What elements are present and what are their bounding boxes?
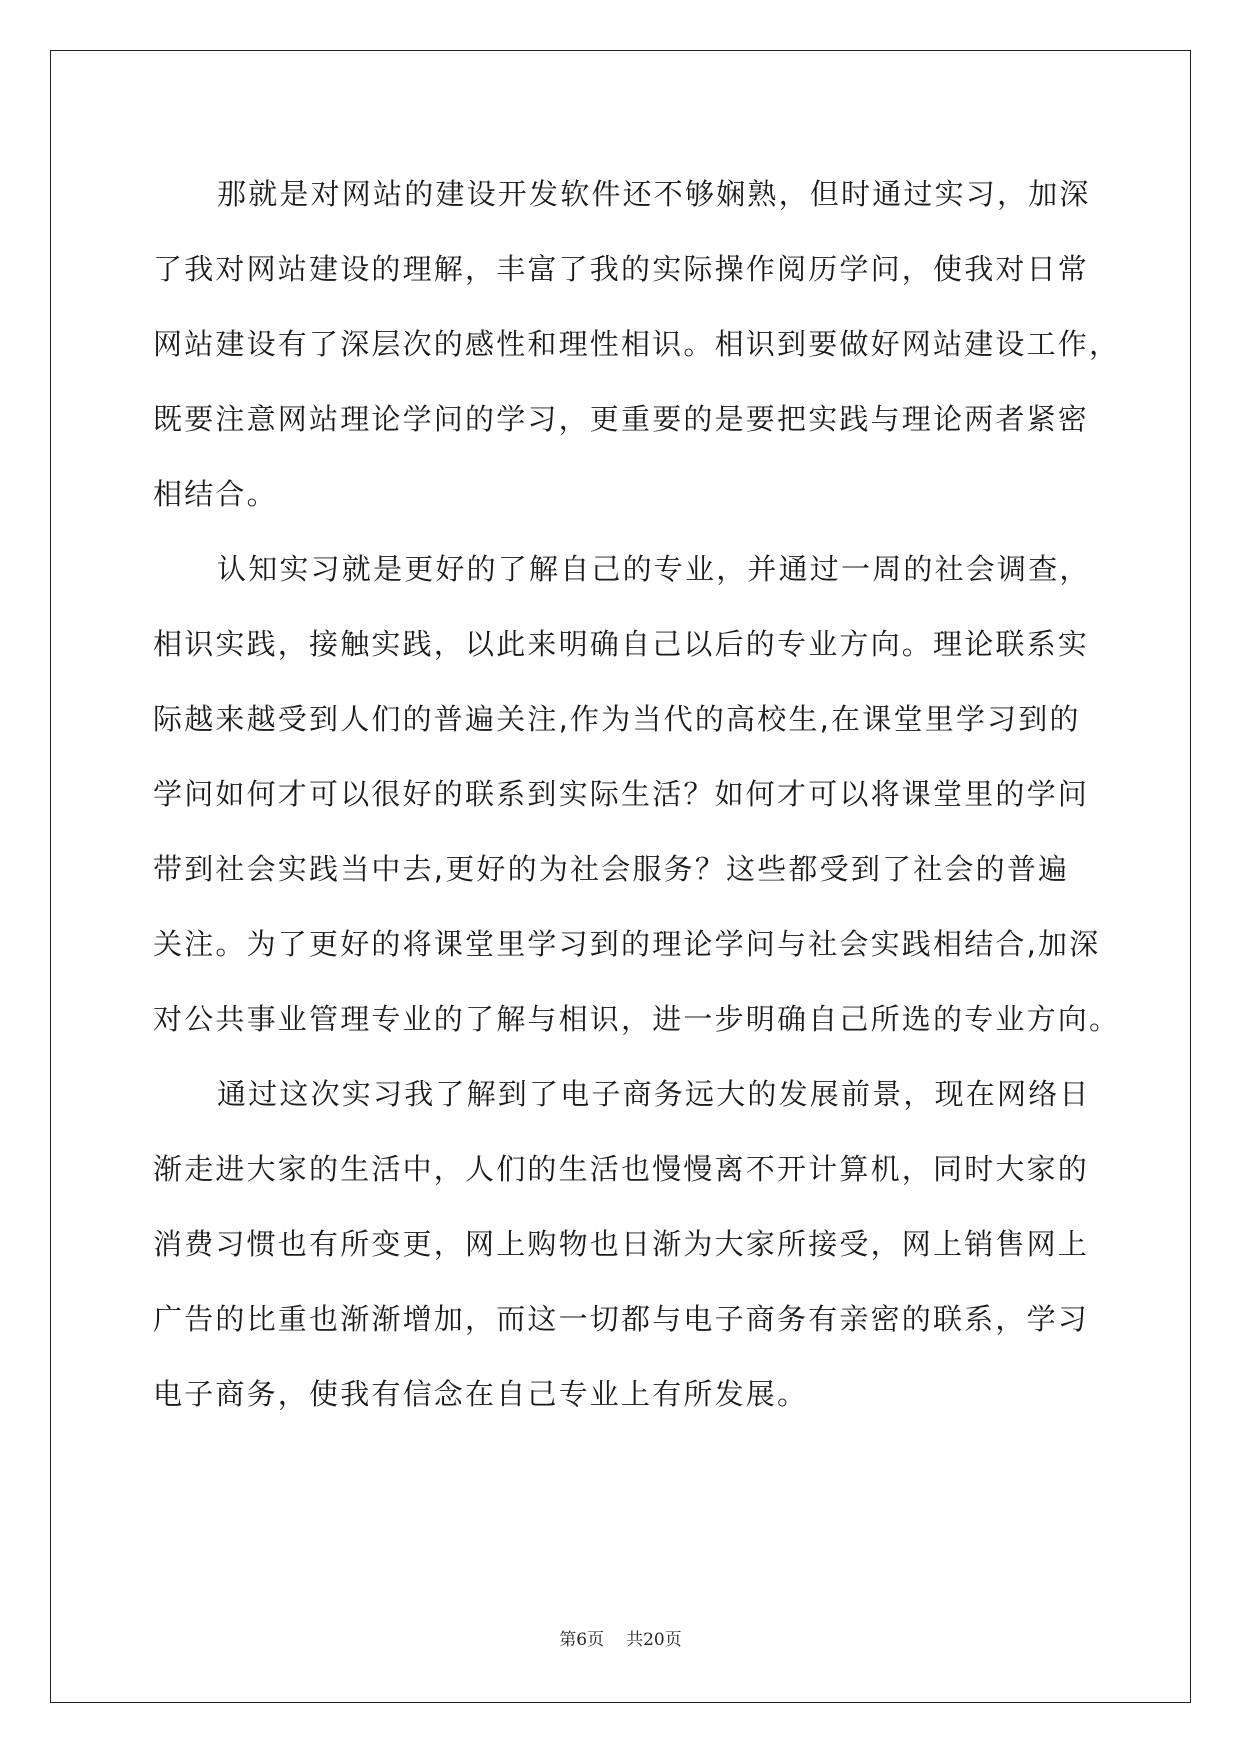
page-number: 第6页 <box>559 1630 605 1650</box>
paragraph-1-line-3: 网站建设有了深层次的感性和理性相识。相识到要做好网站建设工作， <box>153 327 1121 361</box>
paragraph-1-line-2: 了我对网站建设的理解，丰富了我的实际操作阅历学问，使我对日常 <box>153 252 1090 286</box>
document-body <box>153 157 1121 1432</box>
paragraph-2-line-1: 认知实习就是更好的了解自己的专业，并通过一周的社会调查， <box>217 552 1091 586</box>
page-footer <box>0 1625 1241 1650</box>
paragraph-3-line-4: 广告的比重也渐渐增加，而这一切都与电子商务有亲密的联系，学习 <box>153 1302 1090 1336</box>
paragraph-3-line-3: 消费习惯也有所变更，网上购物也日渐为大家所接受，网上销售网上 <box>153 1227 1090 1261</box>
paragraph-2-line-2: 相识实践，接触实践，以此来明确自己以后的专业方向。理论联系实 <box>153 627 1090 661</box>
paragraph-3-line-5: 电子商务，使我有信念在自己专业上有所发展。 <box>153 1377 809 1411</box>
paragraph-2-line-7: 对公共事业管理专业的了解与相识，进一步明确自己所选的专业方向。 <box>153 1002 1121 1036</box>
paragraph-2-line-5: 带到社会实践当中去,更好的为社会服务？这些都受到了社会的普遍 <box>153 852 1070 886</box>
paragraph-2-line-4: 学问如何才可以很好的联系到实际生活？如何才可以将课堂里的学问 <box>153 777 1090 811</box>
paragraph-2-line-3: 际越来越受到人们的普遍关注,作为当代的高校生,在课堂里学习到的 <box>153 702 1081 736</box>
paragraph-1-line-1: 那就是对网站的建设开发软件还不够娴熟，但时通过实习，加深 <box>217 177 1091 211</box>
page-total: 共20页 <box>626 1630 682 1650</box>
paragraph-1-line-4: 既要注意网站理论学问的学习，更重要的是要把实践与理论两者紧密 <box>153 402 1090 436</box>
paragraph-2-line-6: 关注。为了更好的将课堂里学习到的理论学问与社会实践相结合,加深 <box>153 927 1101 961</box>
paragraph-1-line-5: 相结合。 <box>153 477 278 511</box>
paragraph-3-line-1: 通过这次实习我了解到了电子商务远大的发展前景，现在网络日 <box>217 1077 1091 1111</box>
paragraph-3-line-2: 渐走进大家的生活中，人们的生活也慢慢离不开计算机，同时大家的 <box>153 1152 1090 1186</box>
